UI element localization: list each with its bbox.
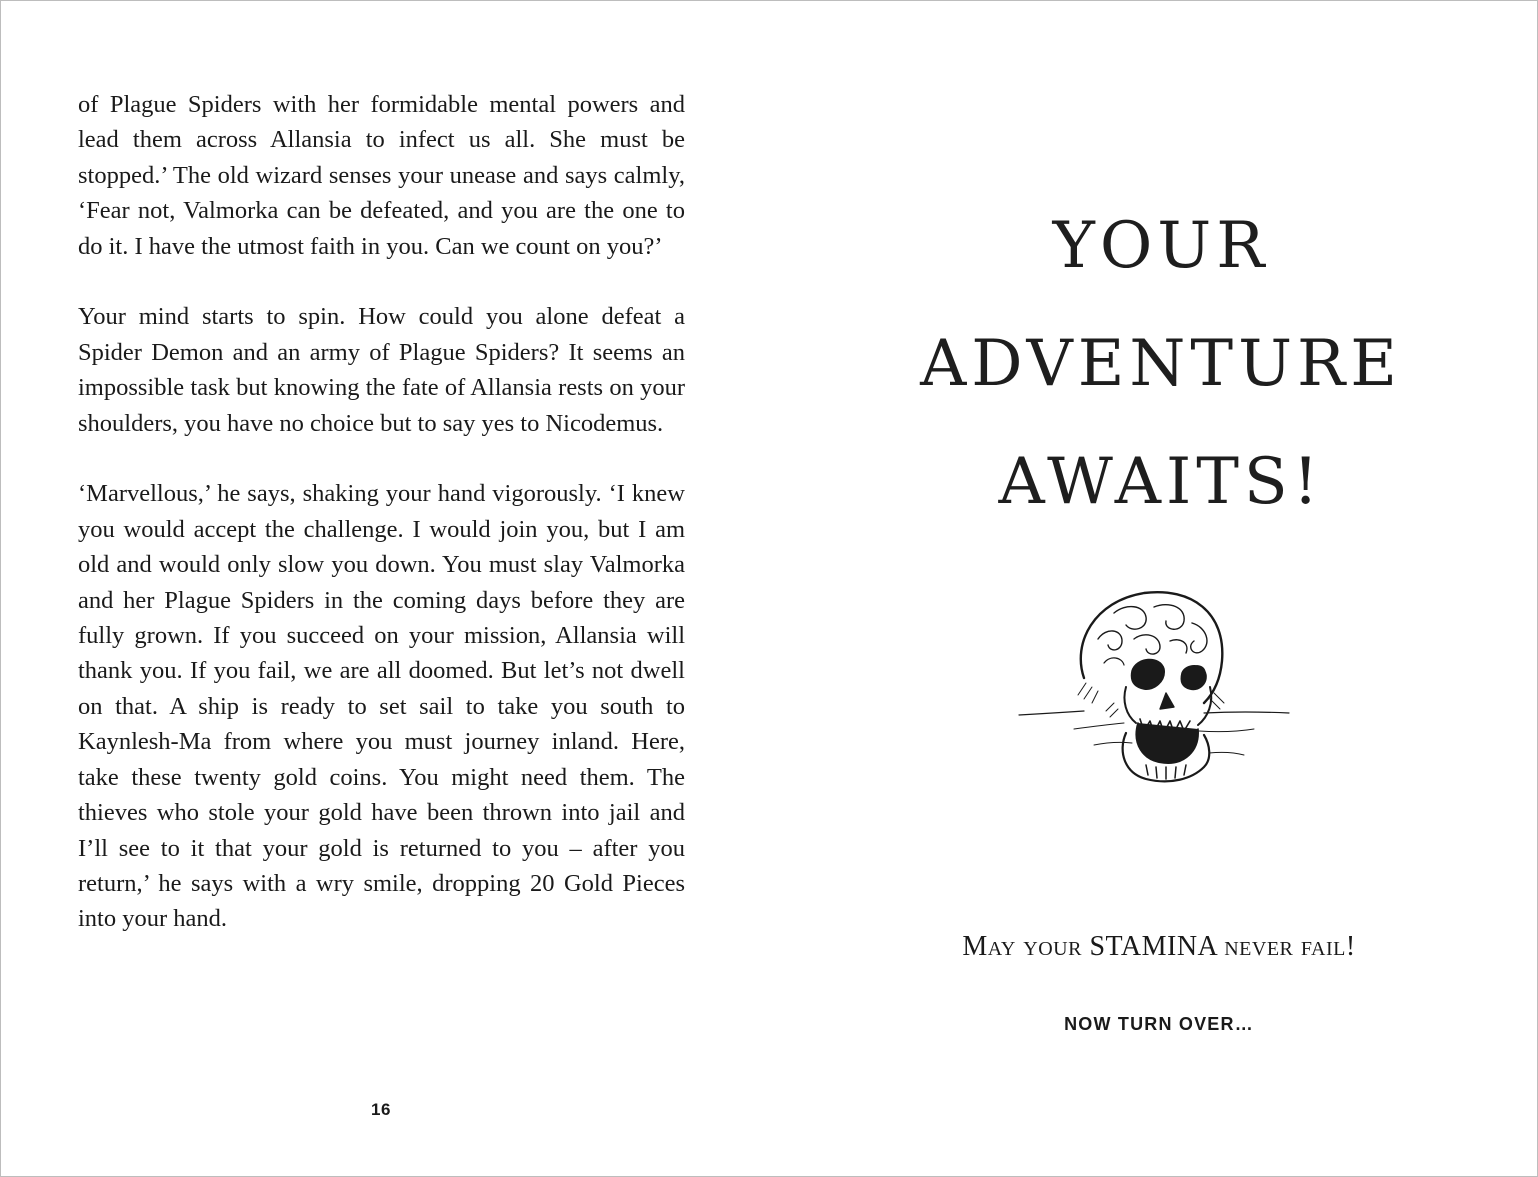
headline-line: ADVENTURE — [920, 327, 1402, 401]
skull-illustration — [1014, 583, 1294, 793]
paragraph: ‘Marvellous,’ he says, shaking your hand vigorously. ‘I knew you would accept the challenge. I would join you, but I am old and would only slow you down. You must slay Valmorka and her Plague Spiders in the coming days before they are fully grown. If you succeed on your mission, Allansia will thank you. If you fail, we are all doomed. But let’s not dwell on that. A ship is ready to set sail to take you south to Kaynlesh-Ma from where you must journey inland. Here, take these twenty gold coins. You might need them. The thieves who stole your gold have been thrown into jail and I’ll see to it that your gold is returned to you – after you return,’ he says with a wry smile, dropping 20 Gold Pieces into your hand. — [78, 480, 685, 933]
headline — [829, 187, 1493, 541]
body-text — [78, 87, 685, 972]
headline-line: YOUR — [1052, 209, 1270, 283]
right-page — [769, 1, 1537, 1176]
paragraph: Your mind starts to spin. How could you alone defeat a Spider Demon and an army of Plague Spiders? It seems an impossible task but knowing the fate of Allansia rests on your shoulders, you have no choice but to say yes to Nicodemus. — [78, 303, 685, 437]
turn-over-prompt: NOW TURN OVER… — [1064, 1014, 1254, 1034]
paragraph: of Plague Spiders with her formidable mental powers and lead them across Allansia to infect us all. She must be stopped.’ The old wizard senses your unease and says calmly, ‘Fear not, Valmorka can be defeated, and you are the one to do it. I have the utmost faith in you. Can we count on you?’ — [78, 91, 685, 260]
left-page — [1, 1, 769, 1176]
headline-line: AWAITS! — [998, 445, 1324, 519]
page-number: 16 — [371, 1100, 391, 1119]
motto: May your STAMINA never fail! — [962, 931, 1356, 962]
